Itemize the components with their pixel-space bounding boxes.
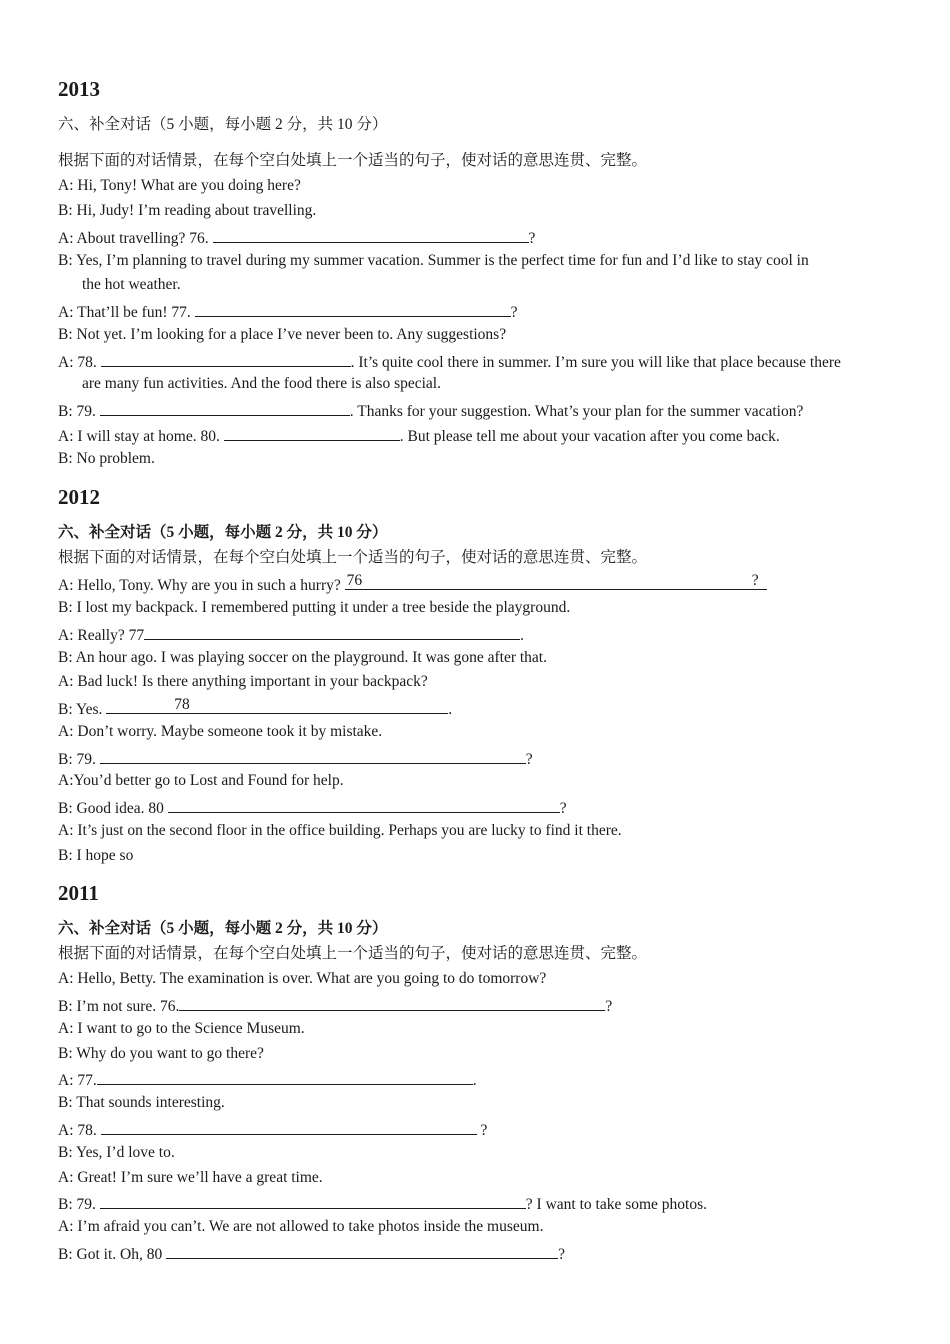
dialogue-line: A: 78. . It’s quite cool there in summer. I’m sure you will like that place because there: [58, 354, 841, 371]
dialogue-line: B: Good idea. 80 ?: [58, 800, 567, 817]
answer-blank[interactable]: [224, 426, 400, 441]
dialogue-line: B: Got it. Oh, 80 ?: [58, 1246, 565, 1263]
dialogue-line: A: 78. ?: [58, 1122, 488, 1139]
dialogue-line: A: I’m afraid you can’t. We are not allowed to take photos inside the museum.: [58, 1218, 544, 1235]
section-year: 2011: [58, 881, 99, 905]
dialogue-line: A: I will stay at home. 80. . But please tell me about your vacation after you come back.: [58, 428, 780, 445]
answer-blank[interactable]: [101, 1120, 477, 1135]
dialogue-line: are many fun activities. And the food there is also special.: [82, 375, 441, 392]
answer-blank[interactable]: 76 ?: [345, 575, 767, 590]
answer-blank[interactable]: [166, 1244, 558, 1259]
dialogue-line: A: It’s just on the second floor in the office building. Perhaps you are lucky to find it there.: [58, 822, 622, 839]
section-heading: 六、补全对话（5 小题，每小题 2 分，共 10 分）: [58, 920, 388, 937]
section-year: 2013: [58, 77, 100, 101]
dialogue-line: A: Don’t worry. Maybe someone took it by mistake.: [58, 723, 383, 740]
dialogue-line: A: I want to go to the Science Museum.: [58, 1020, 305, 1037]
answer-blank[interactable]: 78: [106, 699, 448, 714]
dialogue-line: B: Hi, Judy! I’m reading about travelling.: [58, 202, 317, 219]
section-instruction: 根据下面的对话情景，在每个空白处填上一个适当的句子，使对话的意思连贯、完整。: [58, 549, 648, 566]
dialogue-line: A: 77. .: [58, 1072, 477, 1089]
answer-blank[interactable]: [213, 228, 529, 243]
answer-blank[interactable]: [100, 1194, 526, 1209]
dialogue-line: B: Why do you want to go there?: [58, 1045, 264, 1062]
section-heading: 六、补全对话（5 小题，每小题 2 分，共 10 分）: [58, 116, 388, 133]
dialogue-line: A: Really? 77 .: [58, 627, 524, 644]
dialogue-line: B: I lost my backpack. I remembered putting it under a tree beside the playground.: [58, 599, 571, 616]
dialogue-line: A: That’ll be fun! 77. ?: [58, 304, 518, 321]
dialogue-line: B: No problem.: [58, 450, 155, 467]
dialogue-line: A: Bad luck! Is there anything important in your backpack?: [58, 673, 428, 690]
answer-blank[interactable]: [97, 1070, 473, 1085]
section-instruction: 根据下面的对话情景，在每个空白处填上一个适当的句子，使对话的意思连贯、完整。: [58, 152, 648, 169]
dialogue-line: B: 79. ?: [58, 751, 533, 768]
section-heading: 六、补全对话（5 小题，每小题 2 分，共 10 分）: [58, 524, 388, 541]
answer-blank[interactable]: [100, 749, 526, 764]
section-year: 2012: [58, 485, 100, 509]
dialogue-line: B: An hour ago. I was playing soccer on the playground. It was gone after that.: [58, 649, 547, 666]
dialogue-line: A: Hi, Tony! What are you doing here?: [58, 177, 301, 194]
dialogue-line: the hot weather.: [82, 276, 181, 293]
dialogue-line: B: I hope so: [58, 847, 134, 864]
dialogue-line: B: 79. . Thanks for your suggestion. What’s your plan for the summer vacation?: [58, 403, 804, 420]
section-instruction: 根据下面的对话情景，在每个空白处填上一个适当的句子，使对话的意思连贯、完整。: [58, 945, 648, 962]
dialogue-line: A: Hello, Betty. The examination is over. What are you going to do tomorrow?: [58, 970, 547, 987]
answer-blank[interactable]: [168, 798, 560, 813]
dialogue-line: B: Yes, I’d love to.: [58, 1144, 175, 1161]
dialogue-line: A: About travelling? 76. ?: [58, 230, 536, 247]
answer-blank[interactable]: [100, 401, 350, 416]
dialogue-line: B: Not yet. I’m looking for a place I’ve never been to. Any suggestions?: [58, 326, 507, 343]
dialogue-line: A: Great! I’m sure we’ll have a great time.: [58, 1169, 323, 1186]
dialogue-line: A:You’d better go to Lost and Found for help.: [58, 772, 344, 789]
dialogue-line: B: That sounds interesting.: [58, 1094, 225, 1111]
dialogue-line: B: Yes. 78 .: [58, 695, 453, 718]
answer-blank[interactable]: [144, 625, 520, 640]
dialogue-line: B: Yes, I’m planning to travel during my summer vacation. Summer is the perfect time for fun and I’d like to stay cool in: [58, 252, 809, 269]
dialogue-line: B: I’m not sure. 76. ?: [58, 998, 613, 1015]
answer-blank[interactable]: [195, 302, 511, 317]
answer-blank[interactable]: [101, 352, 351, 367]
dialogue-line: B: 79. ? I want to take some photos.: [58, 1196, 708, 1213]
answer-blank[interactable]: [179, 996, 605, 1011]
dialogue-line: A: Hello, Tony. Why are you in such a hurry? 76 ?: [58, 575, 767, 594]
